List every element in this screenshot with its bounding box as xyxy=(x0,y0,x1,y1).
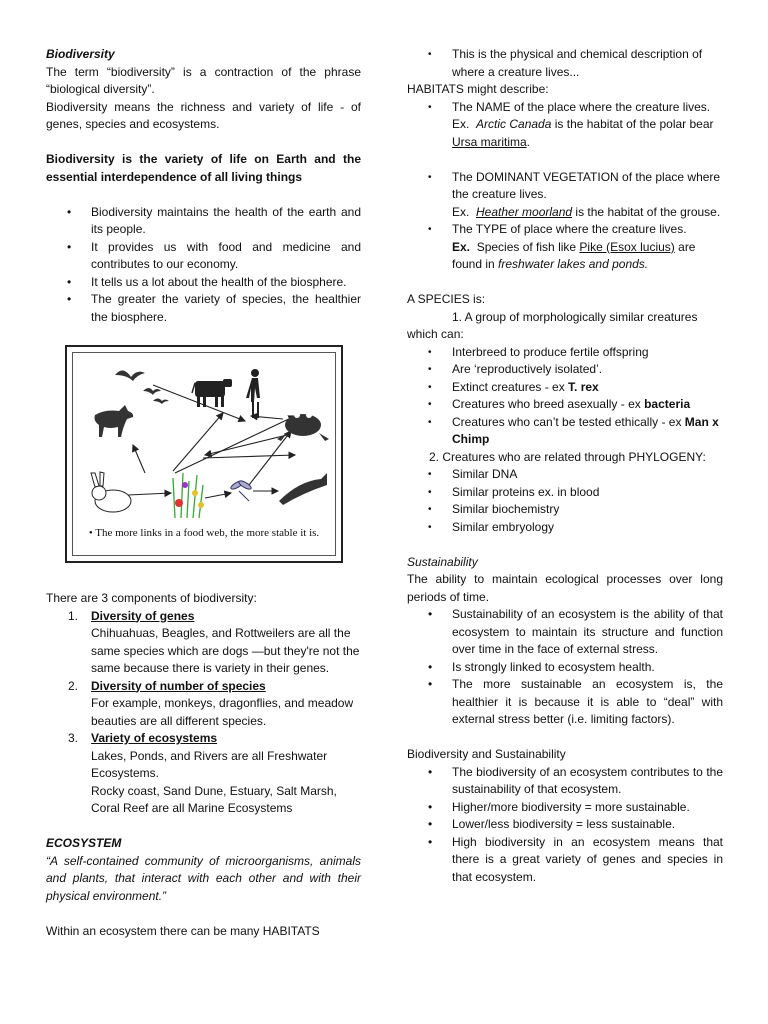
wolf-icon xyxy=(95,405,134,437)
list-item: • Similar DNA xyxy=(407,466,723,484)
list-item: • Extinct creatures - ex T. rex xyxy=(407,379,723,397)
component-body: Rocky coast, Sand Dune, Estuary, Salt Marsh, Coral Reef are all Marine Ecosystems xyxy=(91,783,337,815)
habitat-example: Ex. Species of fish like Pike (Esox lucius) are found in freshwater lakes and ponds. xyxy=(452,239,696,271)
list-item: • The greater the variety of species, the healthier the biosphere. xyxy=(46,291,361,326)
cow-icon xyxy=(192,379,232,407)
habitats-list xyxy=(407,99,723,152)
list-item: • This is the physical and chemical description of where a creature lives... xyxy=(407,46,723,81)
list-item: • Is strongly linked to ecosystem health. xyxy=(407,659,723,677)
dragonfly-icon xyxy=(230,479,253,501)
sustainability-title: Sustainability xyxy=(407,554,478,569)
species-list-2 xyxy=(407,466,723,536)
birds-icon xyxy=(115,370,169,404)
plants-icon xyxy=(173,473,204,518)
component-body: Chihuahuas, Beagles, and Rottweilers are all the same species which are dogs —but they're not the same because there is variety in their genes. xyxy=(91,626,360,675)
intro-paragraph-1: The term “biodiversity” is a contraction of the phrase “biological diversity”. xyxy=(46,64,361,96)
component-body: For example, monkeys, dragonflies, and meadow beauties are all different species. xyxy=(91,696,354,728)
food-web-figure xyxy=(65,345,343,563)
list-item: • The NAME of the place where the creature lives. Ex. Arctic Canada is the habitat of the polar bear Ursa maritima. xyxy=(407,99,723,152)
list-item: 3. Variety of ecosystems Lakes, Ponds, and Rivers are all Freshwater Ecosystems. Rocky coast, Sand Dune, Estuary, Salt Marsh, Coral Reef are all Marine Ecosystems xyxy=(46,730,361,818)
food-web-arrows xyxy=(128,385,295,498)
intro-paragraph-2: Biodiversity means the richness and variety of life - of genes, species and ecosystems. xyxy=(46,99,361,131)
component-title: Variety of ecosystems xyxy=(91,731,218,745)
species-definition-2: 2. Creatures who are related through PHYLOGENY: xyxy=(429,449,706,464)
frog-icon xyxy=(277,412,329,441)
biodiversity-sustainability-heading: Biodiversity and Sustainability xyxy=(407,747,566,761)
list-item: 1. Diversity of genes Chihuahuas, Beagles, and Rottweilers are all the same species which are dogs —but they're not the same because there is variety in their genes. xyxy=(46,608,361,678)
list-item: • Sustainability of an ecosystem is the ability of that ecosystem to maintain its structure and function over time in the face of external stress. xyxy=(407,606,723,659)
left-column xyxy=(46,46,361,940)
right-column: • This is the physical and chemical description of where a creature lives... HABITATS might describe: • The NAME of the place where the creature lives. Ex. Arctic Canada is the habitat of the polar bear Ursa maritima. • The DOMINANT VEGETATION of the place where the creature lives. Ex. Heather moorland is the habitat of the grouse. • The TYPE of place where the creature lives. Ex. Species of fish like Pike (Esox lucius) are found in freshwater lakes and ponds. A SPECIES is: 1. A group of morphologically similar creatures which can: • Interbreed to produce fertile offspring • Are ‘reproductively isolated’. • Extinct creatures - ex T. rex • Creatures who breed asexually - ex bacteria • Creatures who can’t be tested ethically - ex Man x Chimp 2. Creatures who are related through PHYLOGENY: • Similar DNA • Similar proteins ex. in blood • Similar biochemistry • Similar embryology Sustainability The ability to maintain ecological processes over long periods of time. • Sustainability of an ecosystem is the ability of that ecosystem to maintain its structure and function over time in the face of external stress. • Is strongly linked to ecosystem health. • The more sustainable an ecosystem is, the healthier it is because it is able to “deal” with external stress better (i.e. limiting factors). Biodiversity and Sustainability • The biodiversity of an ecosystem contributes to the sustainability of that ecosystem. • Higher/more biodiversity = more sustainable. • Lower/less biodiversity = less sustainable. • High biodiversity in an ecosystem means that there is a great variety of genes and species in that ecosystem. xyxy=(407,46,723,886)
biodiversity-title: Biodiversity xyxy=(46,47,115,61)
list-item: • Interbreed to produce fertile offspring xyxy=(407,344,723,362)
sustainability-bullets xyxy=(407,606,723,729)
fish-icon xyxy=(279,473,327,505)
species-definition-1: 1. A group of morphologically similar creatures xyxy=(452,309,698,324)
component-title: Diversity of genes xyxy=(91,608,195,623)
list-item: • The more sustainable an ecosystem is, the healthier it is because it is able to “deal” with external stress better (i.e. limiting factors). xyxy=(407,676,723,729)
component-body: Lakes, Ponds, and Rivers are all Freshwater Ecosystems. xyxy=(91,748,328,780)
sustainability-definition: The ability to maintain ecological processes over long periods of time. xyxy=(407,572,723,604)
habitat-example: Ex. Arctic Canada is the habitat of the polar bear Ursa maritima. xyxy=(452,117,714,149)
list-item: • Lower/less biodiversity = less sustainable. xyxy=(407,816,723,834)
species-heading: A SPECIES is: xyxy=(407,292,486,306)
ecosystem-title: ECOSYSTEM xyxy=(46,836,122,850)
list-item: • High biodiversity in an ecosystem means that there is a great variety of genes and species in that ecosystem. xyxy=(407,834,723,887)
list-item: • Creatures who breed asexually - ex bacteria xyxy=(407,396,723,414)
component-title: Diversity of number of species xyxy=(91,678,266,693)
components-list xyxy=(46,608,361,818)
rabbit-icon xyxy=(91,472,131,512)
list-item: • Similar biochemistry xyxy=(407,501,723,519)
list-item: 2. Diversity of number of species For example, monkeys, dragonflies, and meadow beauties are all different species. xyxy=(46,678,361,731)
list-item: • Similar embryology xyxy=(407,519,723,537)
habitats-line: Within an ecosystem there can be many HABITATS xyxy=(46,923,320,938)
list-item: • Similar proteins ex. in blood xyxy=(407,484,723,502)
biodiversity-bullets xyxy=(46,204,361,327)
habitats-heading: HABITATS might describe: xyxy=(407,82,549,96)
ecosystem-quote: “A self-contained community of microorganisms, animals and plants, that interact with each other and with their physical environment.” xyxy=(46,853,361,903)
list-item: • Are ‘reproductively isolated’. xyxy=(407,361,723,379)
components-intro: There are 3 components of biodiversity: xyxy=(46,591,257,605)
list-item: • The DOMINANT VEGETATION of the place where the creature lives. Ex. Heather moorland is the habitat of the grouse. xyxy=(407,169,723,222)
biodiversity-sustainability-bullets xyxy=(407,764,723,887)
list-item: • The TYPE of place where the creature lives. Ex. Species of fish like Pike (Esox lucius) are found in freshwater lakes and ponds. xyxy=(407,221,723,274)
list-item: • Biodiversity maintains the health of the earth and its people. xyxy=(46,204,361,239)
list-item: • Creatures who can’t be tested ethically - ex Man x Chimp xyxy=(407,414,723,449)
figure-caption: • The more links in a food web, the more stable it is. xyxy=(88,527,320,539)
human-icon xyxy=(246,369,260,418)
list-item: • Higher/more biodiversity = more sustainable. xyxy=(407,799,723,817)
list-item: • The biodiversity of an ecosystem contributes to the sustainability of that ecosystem. xyxy=(407,764,723,799)
species-list-1 xyxy=(407,344,723,449)
list-item: • It tells us a lot about the health of the biosphere. xyxy=(46,274,361,292)
habitat-example: Ex. Heather moorland is the habitat of the grouse. xyxy=(452,204,721,219)
biodiversity-definition: Biodiversity is the variety of life on Earth and the essential interdependence of all living things xyxy=(46,152,361,184)
list-item: • It provides us with food and medicine and contributes to our economy. xyxy=(46,239,361,274)
